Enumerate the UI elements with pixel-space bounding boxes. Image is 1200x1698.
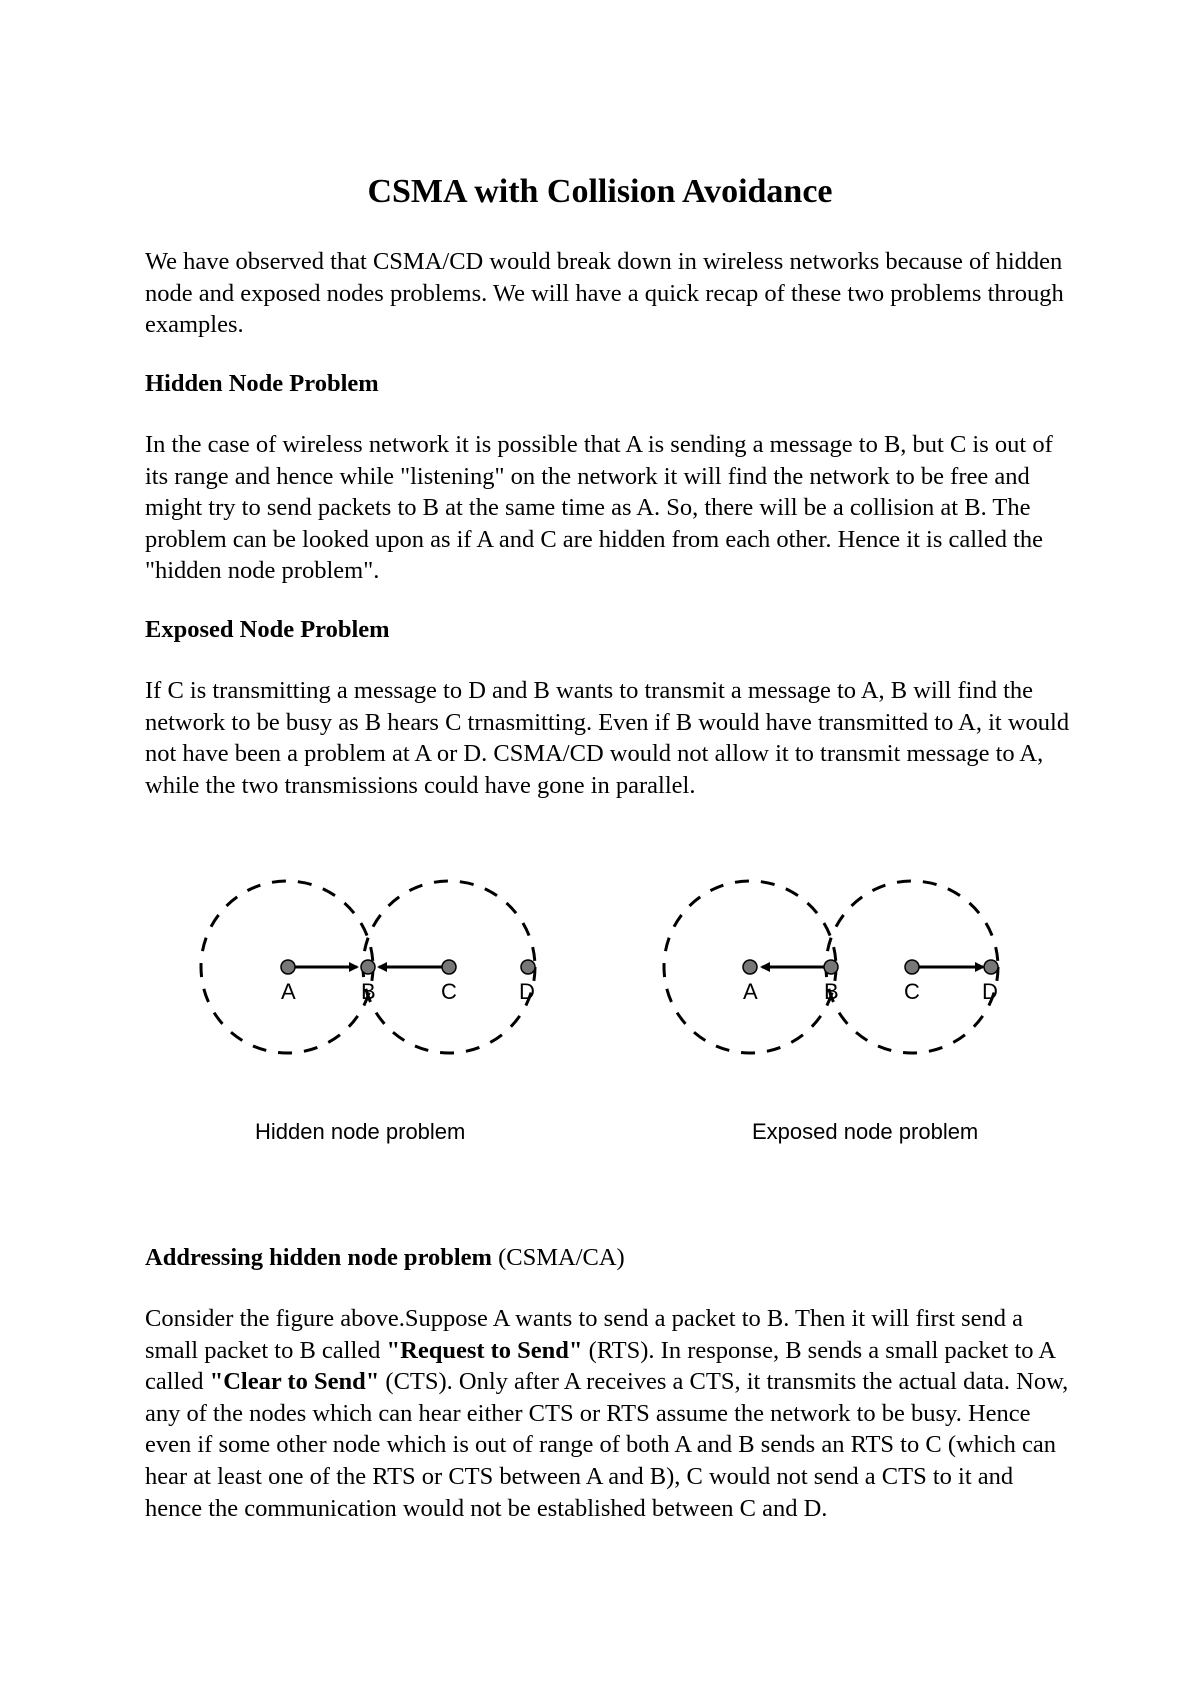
hidden-label-b: B <box>361 979 376 1004</box>
addressing-heading-block <box>145 1242 1075 1274</box>
addressing-part-2: (RTS). In response, B sends a small packet to A called <box>145 1336 1055 1396</box>
exposed-node-b-dot <box>824 960 838 974</box>
addressing-heading <box>145 1242 1075 1274</box>
hidden-node-diagram <box>201 881 535 1144</box>
hidden-node-paragraph <box>145 429 1075 587</box>
addressing-part-3: (CTS). Only after A receives a CTS, it transmits the actual data. Now, any of the nodes which can hear either CTS or RTS assume the network to be busy. Hence even if some other node which is out of range of both A and B sends an RTS to C (which can hear at least one of the RTS or CTS between A and B), C would not send a CTS to it and hence the communication would not be established between C and D. <box>145 1368 1069 1522</box>
hidden-node-d-dot <box>521 960 535 974</box>
addressing-heading-suffix: (CSMA/CA) <box>491 1244 625 1271</box>
hidden-node-text: In the case of wireless network it is possible that A is sending a message to B, but C is out of its range and hence while "listening" on the network it will find the network to be free and might try to send packets to B at the same time as A. So, there will be a collision at B. The problem can be looked upon as if A and C are hidden from each other. Hence it is called the "hidden node problem". <box>145 431 1053 585</box>
hidden-node-a-dot <box>281 960 295 974</box>
addressing-paragraph <box>145 1303 1075 1524</box>
exposed-node-text: If C is transmitting a message to D and B wants to transmit a message to A, B will find the network to be busy as B hears C trnasmitting. Even if B would have transmitted to A, it would not have been a problem at A or D. CSMA/CD would not allow it to transmit message to A, while the two transmissions could have gone in parallel. <box>145 677 1070 799</box>
addressing-heading-bold: Addressing hidden node problem <box>145 1244 492 1271</box>
intro-paragraph <box>145 246 1075 341</box>
node-problem-figure <box>0 840 1200 1170</box>
exposed-node-a-dot <box>743 960 757 974</box>
exposed-node-paragraph <box>145 675 1075 801</box>
exposed-label-c: C <box>904 979 920 1004</box>
exposed-caption: Exposed node problem <box>752 1119 979 1144</box>
exposed-node-heading: Exposed Node Problem <box>145 616 390 643</box>
exposed-node-c-dot <box>905 960 919 974</box>
hidden-label-a: A <box>281 979 296 1004</box>
rts-term: "Request to Send" <box>386 1336 583 1364</box>
exposed-label-d: D <box>982 979 998 1004</box>
exposed-label-b: B <box>824 979 839 1004</box>
hidden-node-heading: Hidden Node Problem <box>145 370 379 397</box>
exposed-label-a: A <box>743 979 758 1004</box>
cts-term: "Clear to Send" <box>209 1368 380 1396</box>
hidden-node-c-dot <box>442 960 456 974</box>
exposed-node-heading-block <box>145 614 1075 646</box>
intro-text: We have observed that CSMA/CD would break down in wireless networks because of hidden node and exposed nodes problems. We will have a quick recap of these two problems through examples. <box>145 248 1064 339</box>
hidden-caption: Hidden node problem <box>255 1119 466 1144</box>
hidden-label-c: C <box>441 979 457 1004</box>
addressing-part-1: Consider the figure above.Suppose A wants to send a packet to B. Then it will first send a small packet to B called <box>145 1305 1023 1364</box>
addressing-text <box>145 1303 1075 1524</box>
hidden-node-heading-block <box>145 368 1075 400</box>
figure-svg <box>0 840 1200 1170</box>
page-title: CSMA with Collision Avoidance <box>367 173 833 210</box>
hidden-node-b-dot <box>361 960 375 974</box>
hidden-label-d: D <box>519 979 535 1004</box>
exposed-node-diagram <box>664 881 998 1144</box>
exposed-node-d-dot <box>984 960 998 974</box>
